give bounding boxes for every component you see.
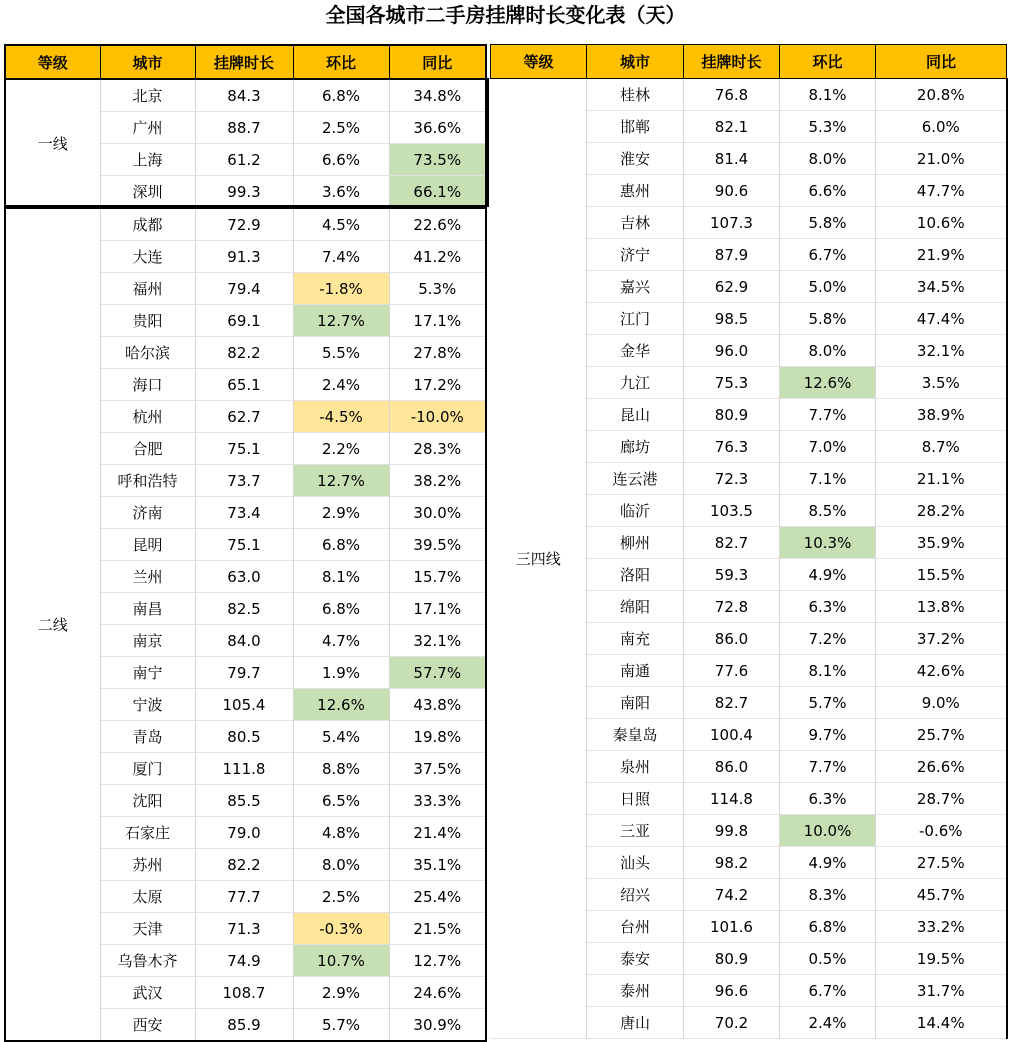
mom-cell: 12.6% [293, 689, 389, 721]
city-cell: 太原 [100, 881, 195, 913]
yoy-cell: 5.3% [389, 273, 486, 305]
mom-cell: 2.2% [293, 433, 389, 465]
table-row [5, 80, 486, 112]
days-cell: 108.7 [195, 977, 293, 1009]
city-cell: 沈阳 [100, 785, 195, 817]
days-cell: 69.1 [195, 305, 293, 337]
yoy-cell: 30.0% [389, 497, 486, 529]
city-cell: 厦门 [100, 753, 195, 785]
days-cell: 71.3 [195, 913, 293, 945]
days-cell: 63.0 [195, 561, 293, 593]
mom-cell: 4.9% [780, 847, 876, 879]
yoy-cell: 47.7% [876, 175, 1007, 207]
mom-cell: 1.9% [293, 657, 389, 689]
yoy-cell: 33.2% [876, 911, 1007, 943]
header-mom: 环比 [780, 45, 876, 79]
city-cell: 柳州 [587, 527, 684, 559]
city-cell: 成都 [100, 208, 195, 241]
city-cell: 南通 [587, 655, 684, 687]
yoy-cell: 33.3% [389, 785, 486, 817]
days-cell: 86.0 [684, 751, 780, 783]
mom-cell: 8.5% [780, 495, 876, 527]
yoy-cell: 66.1% [389, 176, 486, 209]
yoy-cell: 12.7% [389, 945, 486, 977]
mom-cell: -0.3% [293, 913, 389, 945]
header-row [5, 45, 486, 80]
yoy-cell: 28.2% [876, 495, 1007, 527]
mom-cell: 8.8% [293, 753, 389, 785]
city-cell: 邯郸 [587, 111, 684, 143]
header-tier: 等级 [491, 45, 587, 79]
yoy-cell: 3.5% [876, 367, 1007, 399]
mom-cell: 2.5% [293, 881, 389, 913]
days-cell: 70.2 [684, 1007, 780, 1039]
city-cell: 石家庄 [100, 817, 195, 849]
days-cell: 77.6 [684, 655, 780, 687]
city-cell: 北京 [100, 80, 195, 112]
days-cell: 72.9 [195, 208, 293, 241]
city-cell: 泰安 [587, 943, 684, 975]
days-cell: 75.1 [195, 433, 293, 465]
yoy-cell: 24.6% [389, 977, 486, 1009]
mom-cell: 10.3% [780, 527, 876, 559]
city-cell: 三亚 [587, 815, 684, 847]
city-cell: 杭州 [100, 401, 195, 433]
yoy-cell: 57.7% [389, 657, 486, 689]
city-cell: 廊坊 [587, 431, 684, 463]
days-cell: 74.9 [195, 945, 293, 977]
mom-cell: 10.7% [293, 945, 389, 977]
mom-cell: 6.8% [293, 529, 389, 561]
city-cell: 呼和浩特 [100, 465, 195, 497]
days-cell: 82.7 [684, 527, 780, 559]
city-cell: 台州 [587, 911, 684, 943]
yoy-cell: 27.5% [876, 847, 1007, 879]
days-cell: 86.0 [684, 623, 780, 655]
mom-cell: 6.6% [293, 144, 389, 176]
mom-cell: 12.7% [293, 465, 389, 497]
yoy-cell: 38.9% [876, 399, 1007, 431]
mom-cell: 6.8% [293, 80, 389, 112]
city-cell: 嘉兴 [587, 271, 684, 303]
mom-cell: 6.3% [780, 783, 876, 815]
mom-cell: 4.9% [780, 559, 876, 591]
mom-cell: 2.4% [780, 1007, 876, 1039]
city-cell: 金华 [587, 335, 684, 367]
yoy-cell: 36.6% [389, 112, 486, 144]
mom-cell: 6.3% [780, 591, 876, 623]
days-cell: 82.7 [684, 687, 780, 719]
mom-cell: -4.5% [293, 401, 389, 433]
days-cell: 91.3 [195, 241, 293, 273]
days-cell: 99.3 [195, 176, 293, 209]
yoy-cell: 8.7% [876, 431, 1007, 463]
days-cell: 87.9 [684, 239, 780, 271]
days-cell: 90.6 [684, 175, 780, 207]
mom-cell: 8.0% [780, 143, 876, 175]
city-cell: 泰州 [587, 975, 684, 1007]
days-cell: 105.4 [195, 689, 293, 721]
days-cell: 114.8 [684, 783, 780, 815]
mom-cell: 12.6% [780, 367, 876, 399]
mom-cell: -1.8% [293, 273, 389, 305]
mom-cell: 7.7% [780, 399, 876, 431]
city-cell: 南昌 [100, 593, 195, 625]
days-cell: 76.8 [684, 79, 780, 111]
city-cell: 洛阳 [587, 559, 684, 591]
yoy-cell: 25.4% [389, 881, 486, 913]
mom-cell: 5.3% [780, 111, 876, 143]
mom-cell: 3.6% [293, 176, 389, 209]
city-cell: 天津 [100, 913, 195, 945]
yoy-cell: 27.8% [389, 337, 486, 369]
yoy-cell: 47.4% [876, 303, 1007, 335]
city-cell: 桂林 [587, 79, 684, 111]
yoy-cell: -10.0% [389, 401, 486, 433]
days-cell: 84.0 [195, 625, 293, 657]
yoy-cell: 41.2% [389, 241, 486, 273]
yoy-cell: 17.1% [389, 593, 486, 625]
days-cell: 62.9 [684, 271, 780, 303]
days-cell: 61.2 [195, 144, 293, 176]
header-days: 挂牌时长 [684, 45, 780, 79]
tier-label: 一线 [5, 80, 100, 209]
yoy-cell: 15.7% [389, 561, 486, 593]
days-cell: 84.3 [195, 80, 293, 112]
mom-cell: 6.5% [293, 785, 389, 817]
days-cell: 80.5 [195, 721, 293, 753]
yoy-cell: 42.6% [876, 655, 1007, 687]
mom-cell: 5.7% [780, 687, 876, 719]
yoy-cell: 35.9% [876, 527, 1007, 559]
mom-cell: 8.3% [780, 879, 876, 911]
right-table [490, 44, 1008, 1039]
days-cell: 99.8 [684, 815, 780, 847]
mom-cell: 4.7% [293, 625, 389, 657]
yoy-cell: 21.9% [876, 239, 1007, 271]
left-table [4, 44, 487, 1042]
yoy-cell: 9.0% [876, 687, 1007, 719]
days-cell: 72.3 [684, 463, 780, 495]
header-tier: 等级 [5, 45, 100, 80]
tier-label: 三四线 [491, 79, 587, 1039]
city-cell: 日照 [587, 783, 684, 815]
yoy-cell: 30.9% [389, 1009, 486, 1042]
tier-label: 二线 [5, 208, 100, 1041]
table-row [491, 79, 1007, 111]
mom-cell: 8.1% [780, 655, 876, 687]
city-cell: 南宁 [100, 657, 195, 689]
yoy-cell: 20.8% [876, 79, 1007, 111]
mom-cell: 7.1% [780, 463, 876, 495]
yoy-cell: 37.2% [876, 623, 1007, 655]
city-cell: 苏州 [100, 849, 195, 881]
yoy-cell: 17.2% [389, 369, 486, 401]
mom-cell: 5.7% [293, 1009, 389, 1042]
city-cell: 宁波 [100, 689, 195, 721]
city-cell: 南充 [587, 623, 684, 655]
mom-cell: 8.0% [293, 849, 389, 881]
mom-cell: 6.8% [293, 593, 389, 625]
mom-cell: 8.1% [293, 561, 389, 593]
header-yoy: 同比 [876, 45, 1007, 79]
yoy-cell: 32.1% [389, 625, 486, 657]
mom-cell: 5.0% [780, 271, 876, 303]
days-cell: 98.2 [684, 847, 780, 879]
city-cell: 昆山 [587, 399, 684, 431]
days-cell: 100.4 [684, 719, 780, 751]
city-cell: 广州 [100, 112, 195, 144]
mom-cell: 6.6% [780, 175, 876, 207]
yoy-cell: 21.1% [876, 463, 1007, 495]
yoy-cell: 17.1% [389, 305, 486, 337]
yoy-cell: 21.0% [876, 143, 1007, 175]
city-cell: 绍兴 [587, 879, 684, 911]
days-cell: 73.4 [195, 497, 293, 529]
mom-cell: 8.0% [780, 335, 876, 367]
yoy-cell: 26.6% [876, 751, 1007, 783]
days-cell: 79.7 [195, 657, 293, 689]
city-cell: 汕头 [587, 847, 684, 879]
mom-cell: 9.7% [780, 719, 876, 751]
yoy-cell: 34.8% [389, 80, 486, 112]
yoy-cell: 34.5% [876, 271, 1007, 303]
yoy-cell: 39.5% [389, 529, 486, 561]
header-mom: 环比 [293, 45, 389, 80]
yoy-cell: -0.6% [876, 815, 1007, 847]
city-cell: 大连 [100, 241, 195, 273]
mom-cell: 2.5% [293, 112, 389, 144]
yoy-cell: 38.2% [389, 465, 486, 497]
city-cell: 九江 [587, 367, 684, 399]
days-cell: 82.2 [195, 849, 293, 881]
header-days: 挂牌时长 [195, 45, 293, 80]
yoy-cell: 25.7% [876, 719, 1007, 751]
city-cell: 济宁 [587, 239, 684, 271]
city-cell: 吉林 [587, 207, 684, 239]
yoy-cell: 28.3% [389, 433, 486, 465]
mom-cell: 2.4% [293, 369, 389, 401]
mom-cell: 7.7% [780, 751, 876, 783]
mom-cell: 0.5% [780, 943, 876, 975]
days-cell: 74.2 [684, 879, 780, 911]
mom-cell: 6.8% [780, 911, 876, 943]
days-cell: 98.5 [684, 303, 780, 335]
yoy-cell: 22.6% [389, 208, 486, 241]
days-cell: 80.9 [684, 943, 780, 975]
mom-cell: 2.9% [293, 977, 389, 1009]
city-cell: 绵阳 [587, 591, 684, 623]
yoy-cell: 21.4% [389, 817, 486, 849]
mom-cell: 7.4% [293, 241, 389, 273]
city-cell: 武汉 [100, 977, 195, 1009]
yoy-cell: 19.8% [389, 721, 486, 753]
city-cell: 海口 [100, 369, 195, 401]
city-cell: 哈尔滨 [100, 337, 195, 369]
city-cell: 西安 [100, 1009, 195, 1042]
yoy-cell: 35.1% [389, 849, 486, 881]
city-cell: 唐山 [587, 1007, 684, 1039]
yoy-cell: 28.7% [876, 783, 1007, 815]
city-cell: 惠州 [587, 175, 684, 207]
yoy-cell: 19.5% [876, 943, 1007, 975]
city-cell: 昆明 [100, 529, 195, 561]
days-cell: 65.1 [195, 369, 293, 401]
city-cell: 上海 [100, 144, 195, 176]
days-cell: 72.8 [684, 591, 780, 623]
mom-cell: 4.5% [293, 208, 389, 241]
city-cell: 合肥 [100, 433, 195, 465]
days-cell: 85.5 [195, 785, 293, 817]
days-cell: 77.7 [195, 881, 293, 913]
yoy-cell: 45.7% [876, 879, 1007, 911]
days-cell: 62.7 [195, 401, 293, 433]
days-cell: 103.5 [684, 495, 780, 527]
days-cell: 79.4 [195, 273, 293, 305]
days-cell: 79.0 [195, 817, 293, 849]
page-title: 全国各城市二手房挂牌时长变化表（天） [325, 3, 686, 27]
days-cell: 85.9 [195, 1009, 293, 1042]
yoy-cell: 21.5% [389, 913, 486, 945]
city-cell: 贵阳 [100, 305, 195, 337]
mom-cell: 4.8% [293, 817, 389, 849]
city-cell: 临沂 [587, 495, 684, 527]
days-cell: 80.9 [684, 399, 780, 431]
yoy-cell: 32.1% [876, 335, 1007, 367]
mom-cell: 7.2% [780, 623, 876, 655]
mom-cell: 6.7% [780, 239, 876, 271]
days-cell: 75.3 [684, 367, 780, 399]
days-cell: 101.6 [684, 911, 780, 943]
days-cell: 111.8 [195, 753, 293, 785]
yoy-cell: 15.5% [876, 559, 1007, 591]
yoy-cell: 43.8% [389, 689, 486, 721]
header-city: 城市 [587, 45, 684, 79]
city-cell: 连云港 [587, 463, 684, 495]
days-cell: 59.3 [684, 559, 780, 591]
mom-cell: 6.7% [780, 975, 876, 1007]
header-city: 城市 [100, 45, 195, 80]
yoy-cell: 37.5% [389, 753, 486, 785]
city-cell: 青岛 [100, 721, 195, 753]
days-cell: 96.0 [684, 335, 780, 367]
mom-cell: 5.8% [780, 207, 876, 239]
yoy-cell: 6.0% [876, 111, 1007, 143]
city-cell: 深圳 [100, 176, 195, 209]
city-cell: 南阳 [587, 687, 684, 719]
city-cell: 淮安 [587, 143, 684, 175]
days-cell: 75.1 [195, 529, 293, 561]
city-cell: 济南 [100, 497, 195, 529]
days-cell: 82.5 [195, 593, 293, 625]
days-cell: 81.4 [684, 143, 780, 175]
mom-cell: 10.0% [780, 815, 876, 847]
city-cell: 福州 [100, 273, 195, 305]
mom-cell: 5.5% [293, 337, 389, 369]
header-row [491, 45, 1007, 79]
table-row [5, 208, 486, 241]
mom-cell: 5.4% [293, 721, 389, 753]
days-cell: 96.6 [684, 975, 780, 1007]
days-cell: 88.7 [195, 112, 293, 144]
days-cell: 76.3 [684, 431, 780, 463]
days-cell: 73.7 [195, 465, 293, 497]
mom-cell: 12.7% [293, 305, 389, 337]
mom-cell: 5.8% [780, 303, 876, 335]
city-cell: 南京 [100, 625, 195, 657]
city-cell: 江门 [587, 303, 684, 335]
city-cell: 兰州 [100, 561, 195, 593]
yoy-cell: 14.4% [876, 1007, 1007, 1039]
days-cell: 107.3 [684, 207, 780, 239]
yoy-cell: 73.5% [389, 144, 486, 176]
city-cell: 泉州 [587, 751, 684, 783]
mom-cell: 2.9% [293, 497, 389, 529]
days-cell: 82.2 [195, 337, 293, 369]
yoy-cell: 10.6% [876, 207, 1007, 239]
yoy-cell: 13.8% [876, 591, 1007, 623]
header-yoy: 同比 [389, 45, 486, 80]
city-cell: 乌鲁木齐 [100, 945, 195, 977]
days-cell: 82.1 [684, 111, 780, 143]
yoy-cell: 31.7% [876, 975, 1007, 1007]
city-cell: 秦皇岛 [587, 719, 684, 751]
mom-cell: 8.1% [780, 79, 876, 111]
mom-cell: 7.0% [780, 431, 876, 463]
